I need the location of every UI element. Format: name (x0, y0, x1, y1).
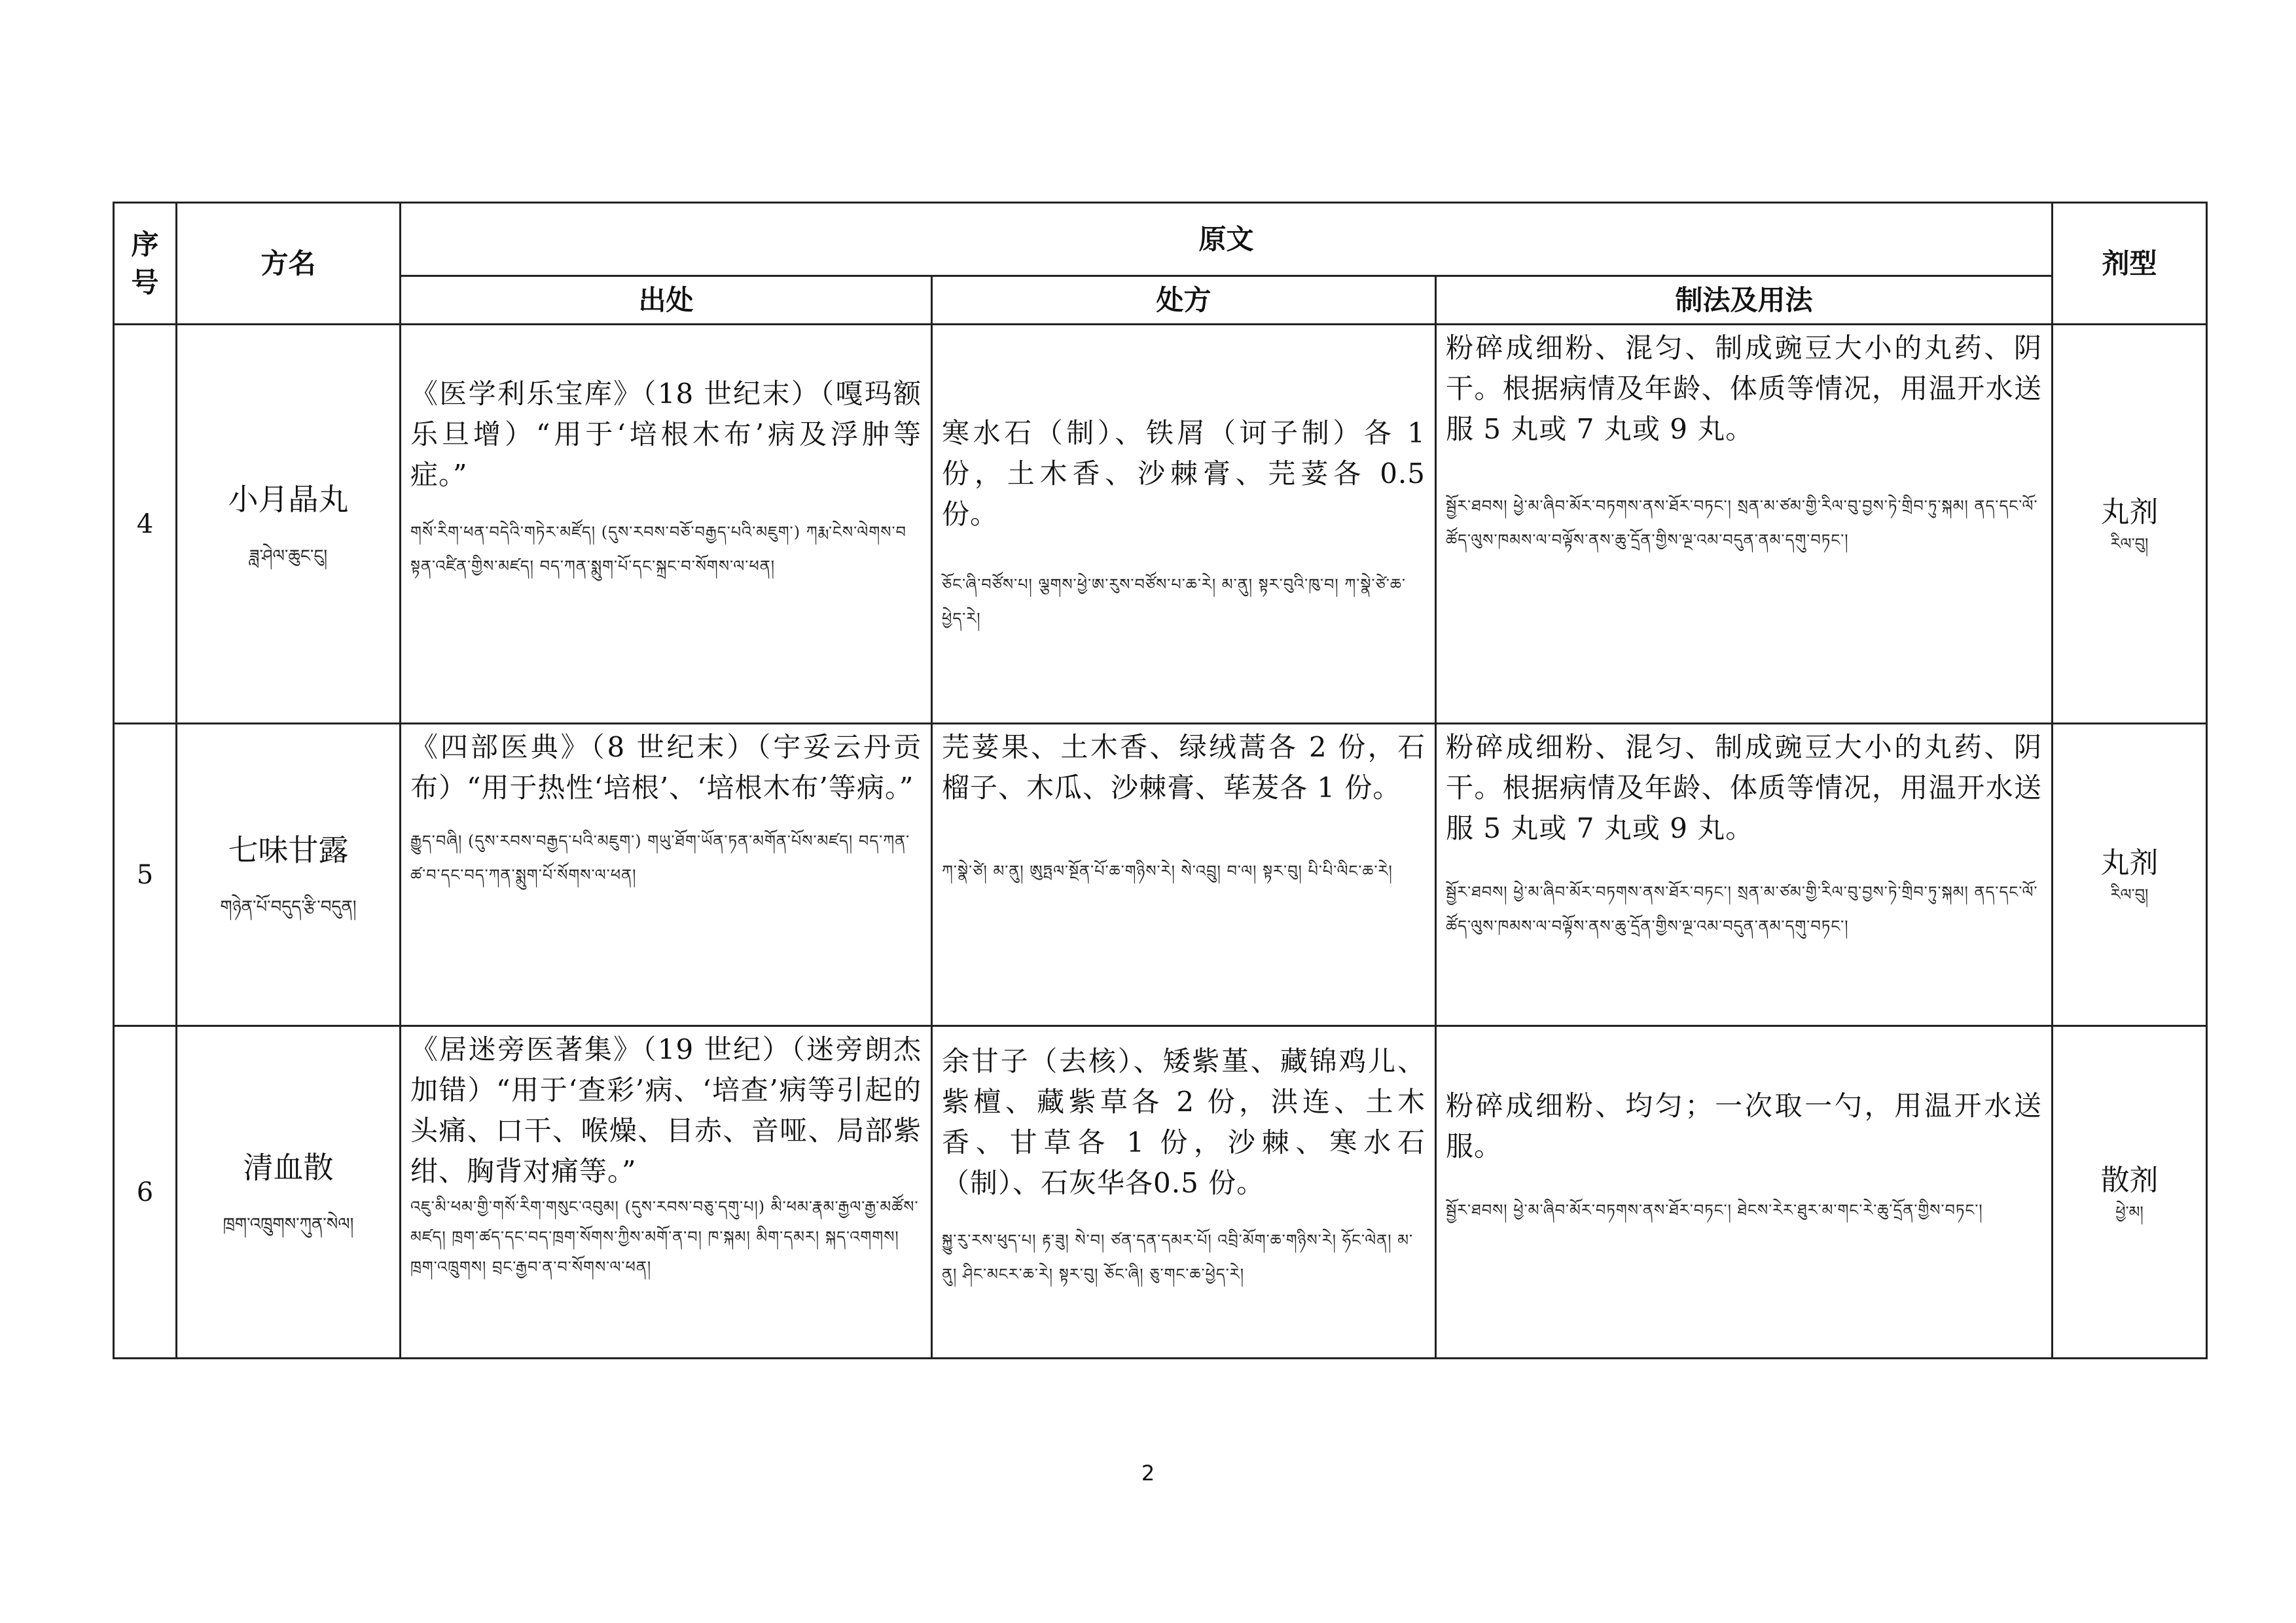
prescription-text-zh: 余甘子（去核）、矮紫堇、藏锦鸡儿、紫檀、藏紫草各 2 份，洪连、土木香、甘草各 1 份，沙棘、寒水石（制）、石灰华各0.5 份。 (942, 1045, 1426, 1199)
source-text-zh: 《医学利乐宝库》（18 世纪末）（嘎玛额乐旦增）“用于‘培根木布’病及浮肿等症。” (410, 378, 922, 491)
form-cell (2053, 724, 2207, 1026)
dosage-form-zh: 散剂 (2100, 1163, 2159, 1197)
header-form: 剂型 (2053, 203, 2207, 325)
prescription-text-bo: ཀ་སྣེ་ཙེ། མ་ནུ། ཨུཏྤལ་སྔོན་པོ་ཆ་གཉིས་རེ། སེ་འབྲུ། བ་ལ། སྟར་བུ། པི་པི་ལིང་ཆ་རེ། (942, 862, 1393, 880)
source-cell (401, 724, 932, 1026)
table-row (114, 1026, 2207, 1359)
source-text-zh: 《四部医典》（8 世纪末）（宇妥云丹贡布）“用于热性‘培根’、‘培根木布’等病。” (410, 731, 922, 804)
header-original: 原文 (401, 203, 2053, 276)
row-seq: 5 (114, 724, 177, 1026)
method-text-bo: སྦྱོར་ཐབས། ཕྱེ་མ་ཞིབ་མོར་བཏགས་ནས་ཐོར་བཏང་། ཐེངས་རེར་ཐུར་མ་གང་རེ་ཆུ་དྲོན་གྱིས་བཏང་། (1446, 1201, 1983, 1219)
header-row-1 (114, 203, 2207, 276)
method-cell (1436, 1026, 2053, 1359)
formula-name-bo: ཟླ་ཤེལ་ཆུང་ངུ། (249, 546, 328, 566)
header-name: 方名 (177, 203, 401, 325)
row-name-cell (177, 325, 401, 724)
prescription-text-bo: སྐྱུ་རུ་རས་ཕུད་པ། རྟ་ཟུ། སེ་བ། ཙན་དན་དམར་པོ། འབྲི་མོག་ཆ་གཉིས་རེ། ཧོང་ལེན། མ་ནུ། ཤིང་མངར་ཆ་རེ། སྟར་བུ། ཅོང་ཞི། ཅུ་གང་ཆ་ཕྱེད་རེ། (942, 1231, 1414, 1283)
formula-name-bo: ཁྲག་འཁྲུགས་ཀུན་སེལ། (223, 1214, 354, 1234)
header-row-2 (114, 276, 2207, 325)
row-name-cell (177, 724, 401, 1026)
source-text-bo: གསོ་རིག་ཕན་བདེའི་གཏེར་མཛོད། (དུས་རབས་བཅོ་བརྒྱད་པའི་མཇུག་) ཀརྨ་ངེས་ལེགས་བསྟན་འཛིན་གྱིས་མཛད། བད་ཀན་སྨུག་པོ་དང་སྐྲང་བ་སོགས་ལ་ཕན། (410, 523, 906, 575)
method-text-zh: 粉碎成细粉、混匀、制成豌豆大小的丸药、阴干。根据病情及年龄、体质等情况，用温开水送服 5 丸或 7 丸或 9 丸。 (1446, 731, 2043, 844)
dosage-form-bo: རིལ་བུ། (2110, 885, 2149, 904)
method-text-bo: སྦྱོར་ཐབས། ཕྱེ་མ་ཞིབ་མོར་བཏགས་ནས་ཐོར་བཏང་། སྲན་མ་ཙམ་གྱི་རིལ་བུ་བྱས་ཏེ་གྲིབ་ཏུ་སྐམ། ནད་དང་ལོ་ཚོད་ལུས་ཁམས་ལ་བལྟོས་ནས་ཆུ་དྲོན་གྱིས་ལྔ་འམ་བདུན་ནམ་དགུ་བཏང་། (1446, 883, 2038, 935)
header-method: 制法及用法 (1436, 276, 2053, 325)
prescription-cell (932, 724, 1436, 1026)
row-seq: 4 (114, 325, 177, 724)
method-cell (1436, 724, 2053, 1026)
prescription-cell (932, 1026, 1436, 1359)
table-row (114, 325, 2207, 724)
dosage-form-bo: རིལ་བུ། (2110, 534, 2149, 553)
dosage-form-zh: 丸剂 (2100, 846, 2159, 880)
row-seq: 6 (114, 1026, 177, 1359)
source-text-zh: 《居迷旁医著集》（19 世纪）（迷旁朗杰加错）“用于‘查彩’病、‘培查’病等引起的头痛、口干、喉燥、目赤、音哑、局部紫绀、胸背对痛等。” (410, 1033, 922, 1187)
prescription-text-zh: 寒水石（制）、铁屑（诃子制）各 1 份，土木香、沙棘膏、芫荽各 0.5 份。 (942, 417, 1426, 530)
formula-name-zh: 小月晶丸 (228, 481, 349, 517)
source-cell (401, 325, 932, 724)
prescription-text-zh: 芫荽果、土木香、绿绒蒿各 2 份，石榴子、木瓜、沙棘膏、荜茇各 1 份。 (942, 731, 1426, 804)
method-text-bo: སྦྱོར་ཐབས། ཕྱེ་མ་ཞིབ་མོར་བཏགས་ནས་ཐོར་བཏང་། སྲན་མ་ཙམ་གྱི་རིལ་བུ་བྱས་ཏེ་གྲིབ་ཏུ་སྐམ། ནད་དང་ལོ་ཚོད་ལུས་ཁམས་ལ་བལྟོས་ནས་ཆུ་དྲོན་གྱིས་ལྔ་འམ་བདུན་ནམ་དགུ་བཏང་། (1446, 497, 2038, 549)
source-cell (401, 1026, 932, 1359)
page-number: 2 (1141, 1461, 1155, 1486)
method-cell (1436, 325, 2053, 724)
formula-name-zh: 七味甘露 (228, 832, 349, 868)
source-text-bo: འཇུ་མི་ཕམ་གྱི་གསོ་རིག་གསུང་འབུམ། (དུས་རབས་བཅུ་དགུ་པ།) མི་ཕམ་རྣམ་རྒྱལ་རྒྱ་མཚོས་མཛད། ཁྲག་ཚད་དང་བད་ཁྲག་སོགས་ཀྱིས་མགོ་ན་བ། ཁ་སྐམ། མིག་དམར། སྐད་འགགས། ཁྲག་འཁྲུགས། བྲང་རྒྱབ་ན་བ་སོགས་ལ་ཕན། (410, 1198, 919, 1276)
formula-name-zh: 清血散 (243, 1149, 334, 1185)
prescription-cell (932, 325, 1436, 724)
row-name-cell (177, 1026, 401, 1359)
form-cell (2053, 1026, 2207, 1359)
form-cell (2053, 325, 2207, 724)
formula-name-bo: གཉེན་པོ་བདུད་རྩི་བདུན། (220, 897, 357, 917)
table-row (114, 724, 2207, 1026)
header-prescription: 处方 (932, 276, 1436, 325)
source-text-bo: རྒྱུད་བཞི། (དུས་རབས་བརྒྱད་པའི་མཇུག་) གཡུ་ཐོག་ཡོན་ཏན་མགོན་པོས་མཛད། བད་ཀན་ཚ་བ་དང་བད་ཀན་སྨུག་པོ་སོགས་ལ་ཕན། (410, 832, 910, 884)
header-seq (114, 203, 177, 325)
dosage-form-bo: ཕྱེ་མ། (2115, 1202, 2144, 1221)
header-seq-text: 序号 (131, 228, 159, 298)
formula-table (113, 202, 2208, 1359)
method-text-zh: 粉碎成细粉、混匀、制成豌豆大小的丸药、阴干。根据病情及年龄、体质等情况，用温开水送服 5 丸或 7 丸或 9 丸。 (1446, 332, 2043, 445)
dosage-form-zh: 丸剂 (2100, 495, 2159, 529)
method-text-zh: 粉碎成细粉、均匀；一次取一勺，用温开水送服。 (1446, 1090, 2043, 1162)
header-source: 出处 (401, 276, 932, 325)
prescription-text-bo: ཅོང་ཞི་བཙོས་པ། ལྕགས་ཕྱེ་ཨ་རུས་བཙོས་པ་ཆ་རེ། མ་ནུ། སྟར་བུའི་ཁུ་བ། ཀ་སྣེ་ཙེ་ཆ་ཕྱེད་རེ། (942, 575, 1406, 628)
